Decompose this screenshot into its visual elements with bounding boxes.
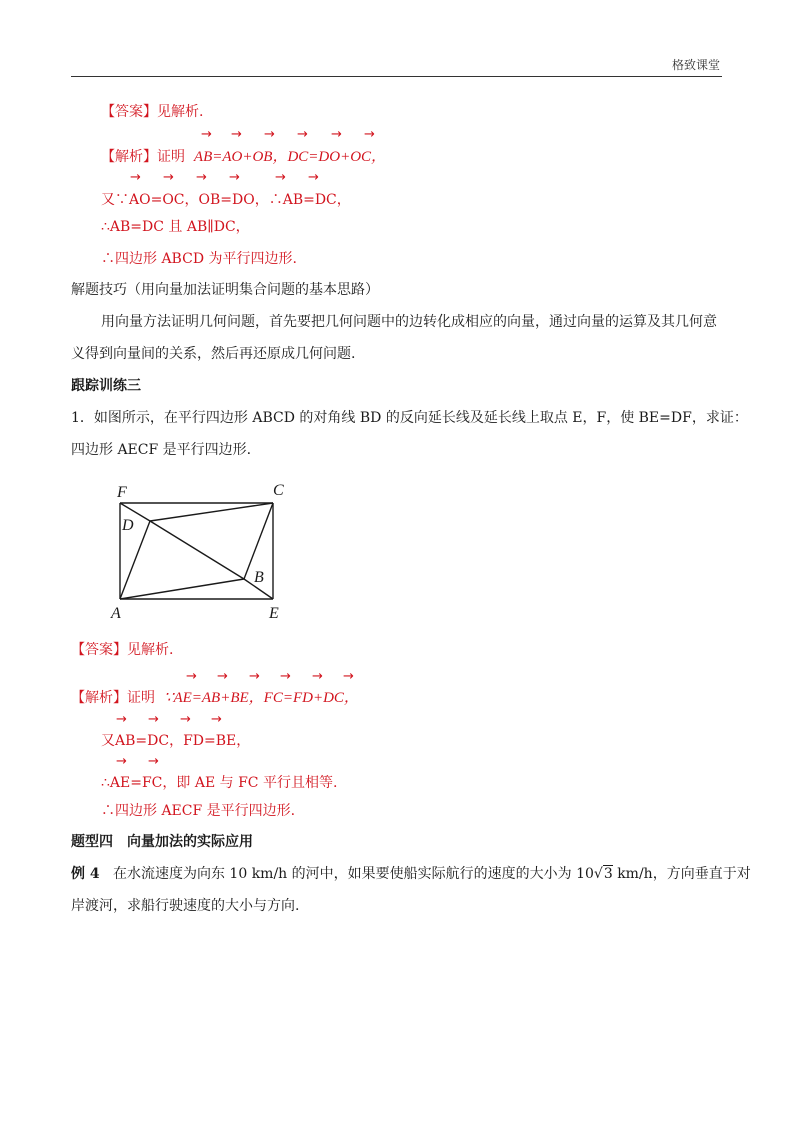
solution-label: 【解析】证明 bbox=[71, 690, 155, 706]
solution-1-line bbox=[101, 147, 386, 167]
solution-1-line-3: 又∵AO=OC，OB=DO，∴AB=DC， bbox=[101, 192, 351, 208]
parallelogram-figure bbox=[105, 475, 295, 625]
solution-equation: ∵AE=AB+BE，FC=FD+DC， bbox=[163, 690, 359, 706]
arrow-mark: → bbox=[211, 712, 222, 727]
label-E: E bbox=[269, 605, 279, 622]
vector-arrows-row-4 bbox=[0, 713, 793, 727]
example-4-line-1 bbox=[71, 864, 751, 884]
solution-2-line-3: 又AB=DC，FD=BE， bbox=[101, 733, 251, 749]
arrow-mark: → bbox=[280, 669, 291, 684]
arrow-mark: → bbox=[275, 170, 286, 185]
solution-label: 【解析】证明 bbox=[101, 149, 185, 165]
arrow-mark: → bbox=[148, 712, 159, 727]
arrow-mark: → bbox=[231, 127, 242, 142]
label-F: F bbox=[117, 484, 127, 501]
tip-body-1: 用向量方法证明几何问题，首先要把几何问题中的边转化成相应的向量，通过向量的运算及其几何意 bbox=[101, 314, 717, 330]
arrow-mark: → bbox=[217, 669, 228, 684]
vector-arrows-row-5 bbox=[0, 755, 793, 769]
solution-equation: AB=AO+OB，DC=DO+OC， bbox=[193, 149, 387, 165]
arrow-mark: → bbox=[331, 127, 342, 142]
arrow-mark: → bbox=[364, 127, 375, 142]
example-label: 例 4 bbox=[71, 866, 100, 882]
arrow-mark: → bbox=[180, 712, 191, 727]
vector-arrows-row-2 bbox=[0, 171, 793, 185]
arrow-mark: → bbox=[201, 127, 212, 142]
example-text-b: km/h，方向垂直于对 bbox=[612, 866, 751, 882]
arrow-mark: → bbox=[196, 170, 207, 185]
arrow-mark: → bbox=[343, 669, 354, 684]
solution-2-line-4: ∴AE=FC，即 AE 与 FC 平行且相等. bbox=[101, 775, 338, 791]
arrow-mark: → bbox=[116, 754, 127, 769]
section-heading-3: 跟踪训练三 bbox=[71, 378, 141, 394]
problem-1-line-1: 1．如图所示，在平行四边形 ABCD 的对角线 BD 的反向延长线及延长线上取点 E，F，使 BE=DF，求证： bbox=[71, 410, 748, 426]
solution-1-line-4: ∴AB=DC 且 AB∥DC， bbox=[101, 219, 250, 235]
label-A: A bbox=[111, 605, 121, 622]
sqrt-symbol: √3 bbox=[593, 866, 613, 882]
example-text-a: 在水流速度为向东 10 km/h 的河中，如果要使船实际航行的速度的大小为 10 bbox=[112, 866, 594, 882]
sqrt-radicand: 3 bbox=[603, 866, 613, 882]
section-heading-4: 题型四 向量加法的实际应用 bbox=[71, 834, 253, 850]
tip-body-2: 义得到向量间的关系，然后再还原成几何问题. bbox=[71, 346, 356, 362]
tip-title: 解题技巧（用向量加法证明集合问题的基本思路） bbox=[71, 282, 379, 298]
answer-1: 【答案】见解析. bbox=[101, 104, 204, 120]
page-header bbox=[71, 54, 722, 77]
solution-2-line bbox=[71, 688, 359, 708]
example-4-line-2: 岸渡河，求船行驶速度的大小与方向. bbox=[71, 898, 300, 914]
label-D: D bbox=[122, 517, 134, 534]
solution-2-line-5: ∴四边形 AECF 是平行四边形. bbox=[101, 803, 296, 819]
arrow-mark: → bbox=[186, 669, 197, 684]
arrow-mark: → bbox=[249, 669, 260, 684]
arrow-mark: → bbox=[308, 170, 319, 185]
arrow-mark: → bbox=[297, 127, 308, 142]
label-C: C bbox=[273, 482, 284, 499]
vector-arrows-row-1 bbox=[0, 128, 793, 142]
arrow-mark: → bbox=[130, 170, 141, 185]
header-brand: 格致课堂 bbox=[671, 58, 720, 72]
solution-1-line-5: ∴四边形 ABCD 为平行四边形. bbox=[101, 251, 297, 267]
vector-arrows-row-3 bbox=[0, 670, 793, 684]
arrow-mark: → bbox=[163, 170, 174, 185]
arrow-mark: → bbox=[312, 669, 323, 684]
problem-1-line-2: 四边形 AECF 是平行四边形. bbox=[71, 442, 252, 458]
label-B: B bbox=[254, 569, 264, 586]
arrow-mark: → bbox=[229, 170, 240, 185]
arrow-mark: → bbox=[148, 754, 159, 769]
arrow-mark: → bbox=[116, 712, 127, 727]
arrow-mark: → bbox=[264, 127, 275, 142]
answer-2: 【答案】见解析. bbox=[71, 642, 174, 658]
